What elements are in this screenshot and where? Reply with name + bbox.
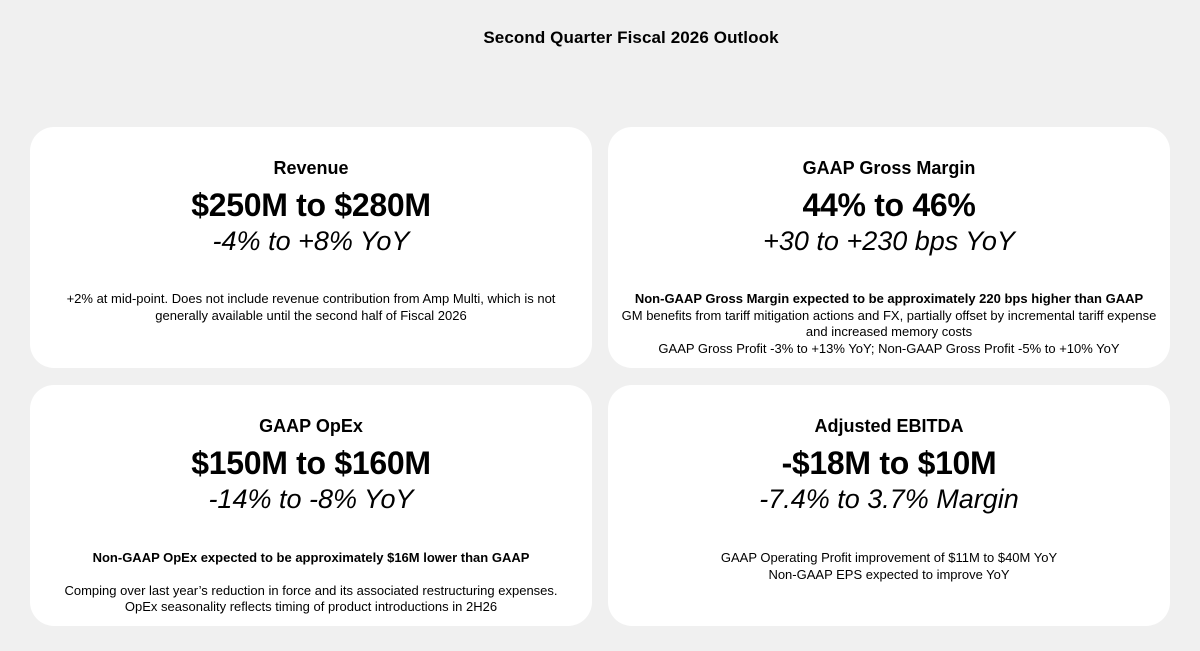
card-notes — [30, 291, 592, 324]
note-line: GAAP Gross Profit -3% to +13% YoY; Non-GAAP Gross Profit -5% to +10% YoY — [658, 340, 1120, 356]
revenue-card — [30, 127, 592, 368]
note-spacer — [60, 567, 562, 583]
page-title: Second Quarter Fiscal 2026 Outlook — [483, 28, 779, 47]
card-title: GAAP OpEx — [259, 416, 363, 436]
card-subvalue: -7.4% to 3.7% Margin — [759, 484, 1019, 514]
card-value: -$18M to $10M — [781, 445, 997, 481]
note-line: Comping over last year’s reduction in force and its associated restructuring expenses. OpEx seasonality reflects timing of product introductions in 2H26 — [64, 582, 558, 614]
note-line: +2% at mid-point. Does not include revenue contribution from Amp Multi, which is not generally available until the second half of Fiscal 2026 — [66, 291, 556, 323]
card-title: Revenue — [273, 158, 349, 178]
note-line: GAAP Operating Profit improvement of $11M to $40M YoY — [720, 550, 1058, 565]
card-title: Adjusted EBITDA — [814, 416, 964, 436]
opex-card — [30, 385, 592, 626]
note-line: Non-GAAP EPS expected to improve YoY — [768, 566, 1010, 582]
card-subvalue: +30 to +230 bps YoY — [763, 226, 1015, 256]
note-line: Non-GAAP OpEx expected to be approximately $16M lower than GAAP — [92, 550, 530, 565]
card-value: $150M to $160M — [191, 445, 431, 481]
card-notes — [608, 550, 1170, 583]
card-value: 44% to 46% — [802, 187, 976, 223]
card-value: $250M to $280M — [191, 187, 431, 223]
ebitda-card — [608, 385, 1170, 626]
note-line: Non-GAAP Gross Margin expected to be approximately 220 bps higher than GAAP — [634, 291, 1144, 306]
gross-margin-card — [608, 127, 1170, 368]
note-line: GM benefits from tariff mitigation actions and FX, partially offset by incremental tariff expense and increased memory costs — [621, 307, 1157, 339]
card-notes — [30, 550, 592, 616]
card-notes — [608, 291, 1170, 357]
card-title: GAAP Gross Margin — [802, 158, 976, 178]
card-subvalue: -4% to +8% YoY — [212, 226, 410, 256]
card-subvalue: -14% to -8% YoY — [208, 484, 414, 514]
